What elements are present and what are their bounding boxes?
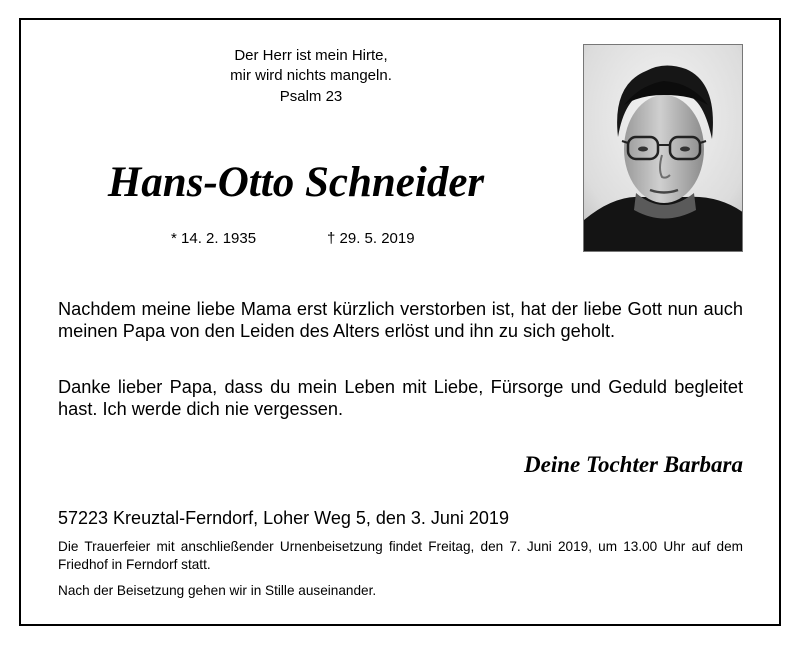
- burial-note: Nach der Beisetzung gehen wir in Stille auseinander.: [58, 583, 377, 598]
- psalm-quote: [181, 46, 441, 86]
- signature: Deine Tochter Barbara: [524, 452, 743, 477]
- birth-date: * 14. 2. 1935: [171, 230, 257, 247]
- psalm-reference: Psalm 23: [279, 88, 343, 105]
- psalm-line-2: mir wird nichts mangeln.: [230, 67, 392, 84]
- body-paragraph-1: Nachdem meine liebe Mama erst kürzlich verstorben ist, hat der liebe Gott nun auch meinen Papa von den Leiden des Alters erlöst und ihn zu sich geholt.: [58, 299, 743, 341]
- obituary-notice: [19, 18, 781, 626]
- ceremony-note: Die Trauerfeier mit anschließender Urnenbeisetzung findet Freitag, den 7. Juni 2019, um 13.00 Uhr auf dem Friedhof in Ferndorf statt.: [58, 539, 743, 572]
- death-date: † 29. 5. 2019: [327, 230, 415, 247]
- portrait-photo: [583, 44, 743, 252]
- deceased-name: Hans-Otto Schneider: [107, 159, 485, 206]
- address-line: 57223 Kreuztal-Ferndorf, Loher Weg 5, den 3. Juni 2019: [58, 508, 509, 528]
- body-paragraph-2: Danke lieber Papa, dass du mein Leben mit Liebe, Fürsorge und Geduld begleitet hast. Ich werde dich nie vergessen.: [58, 377, 743, 419]
- psalm-line-1: Der Herr ist mein Hirte,: [234, 47, 388, 64]
- portrait-icon: [584, 45, 743, 252]
